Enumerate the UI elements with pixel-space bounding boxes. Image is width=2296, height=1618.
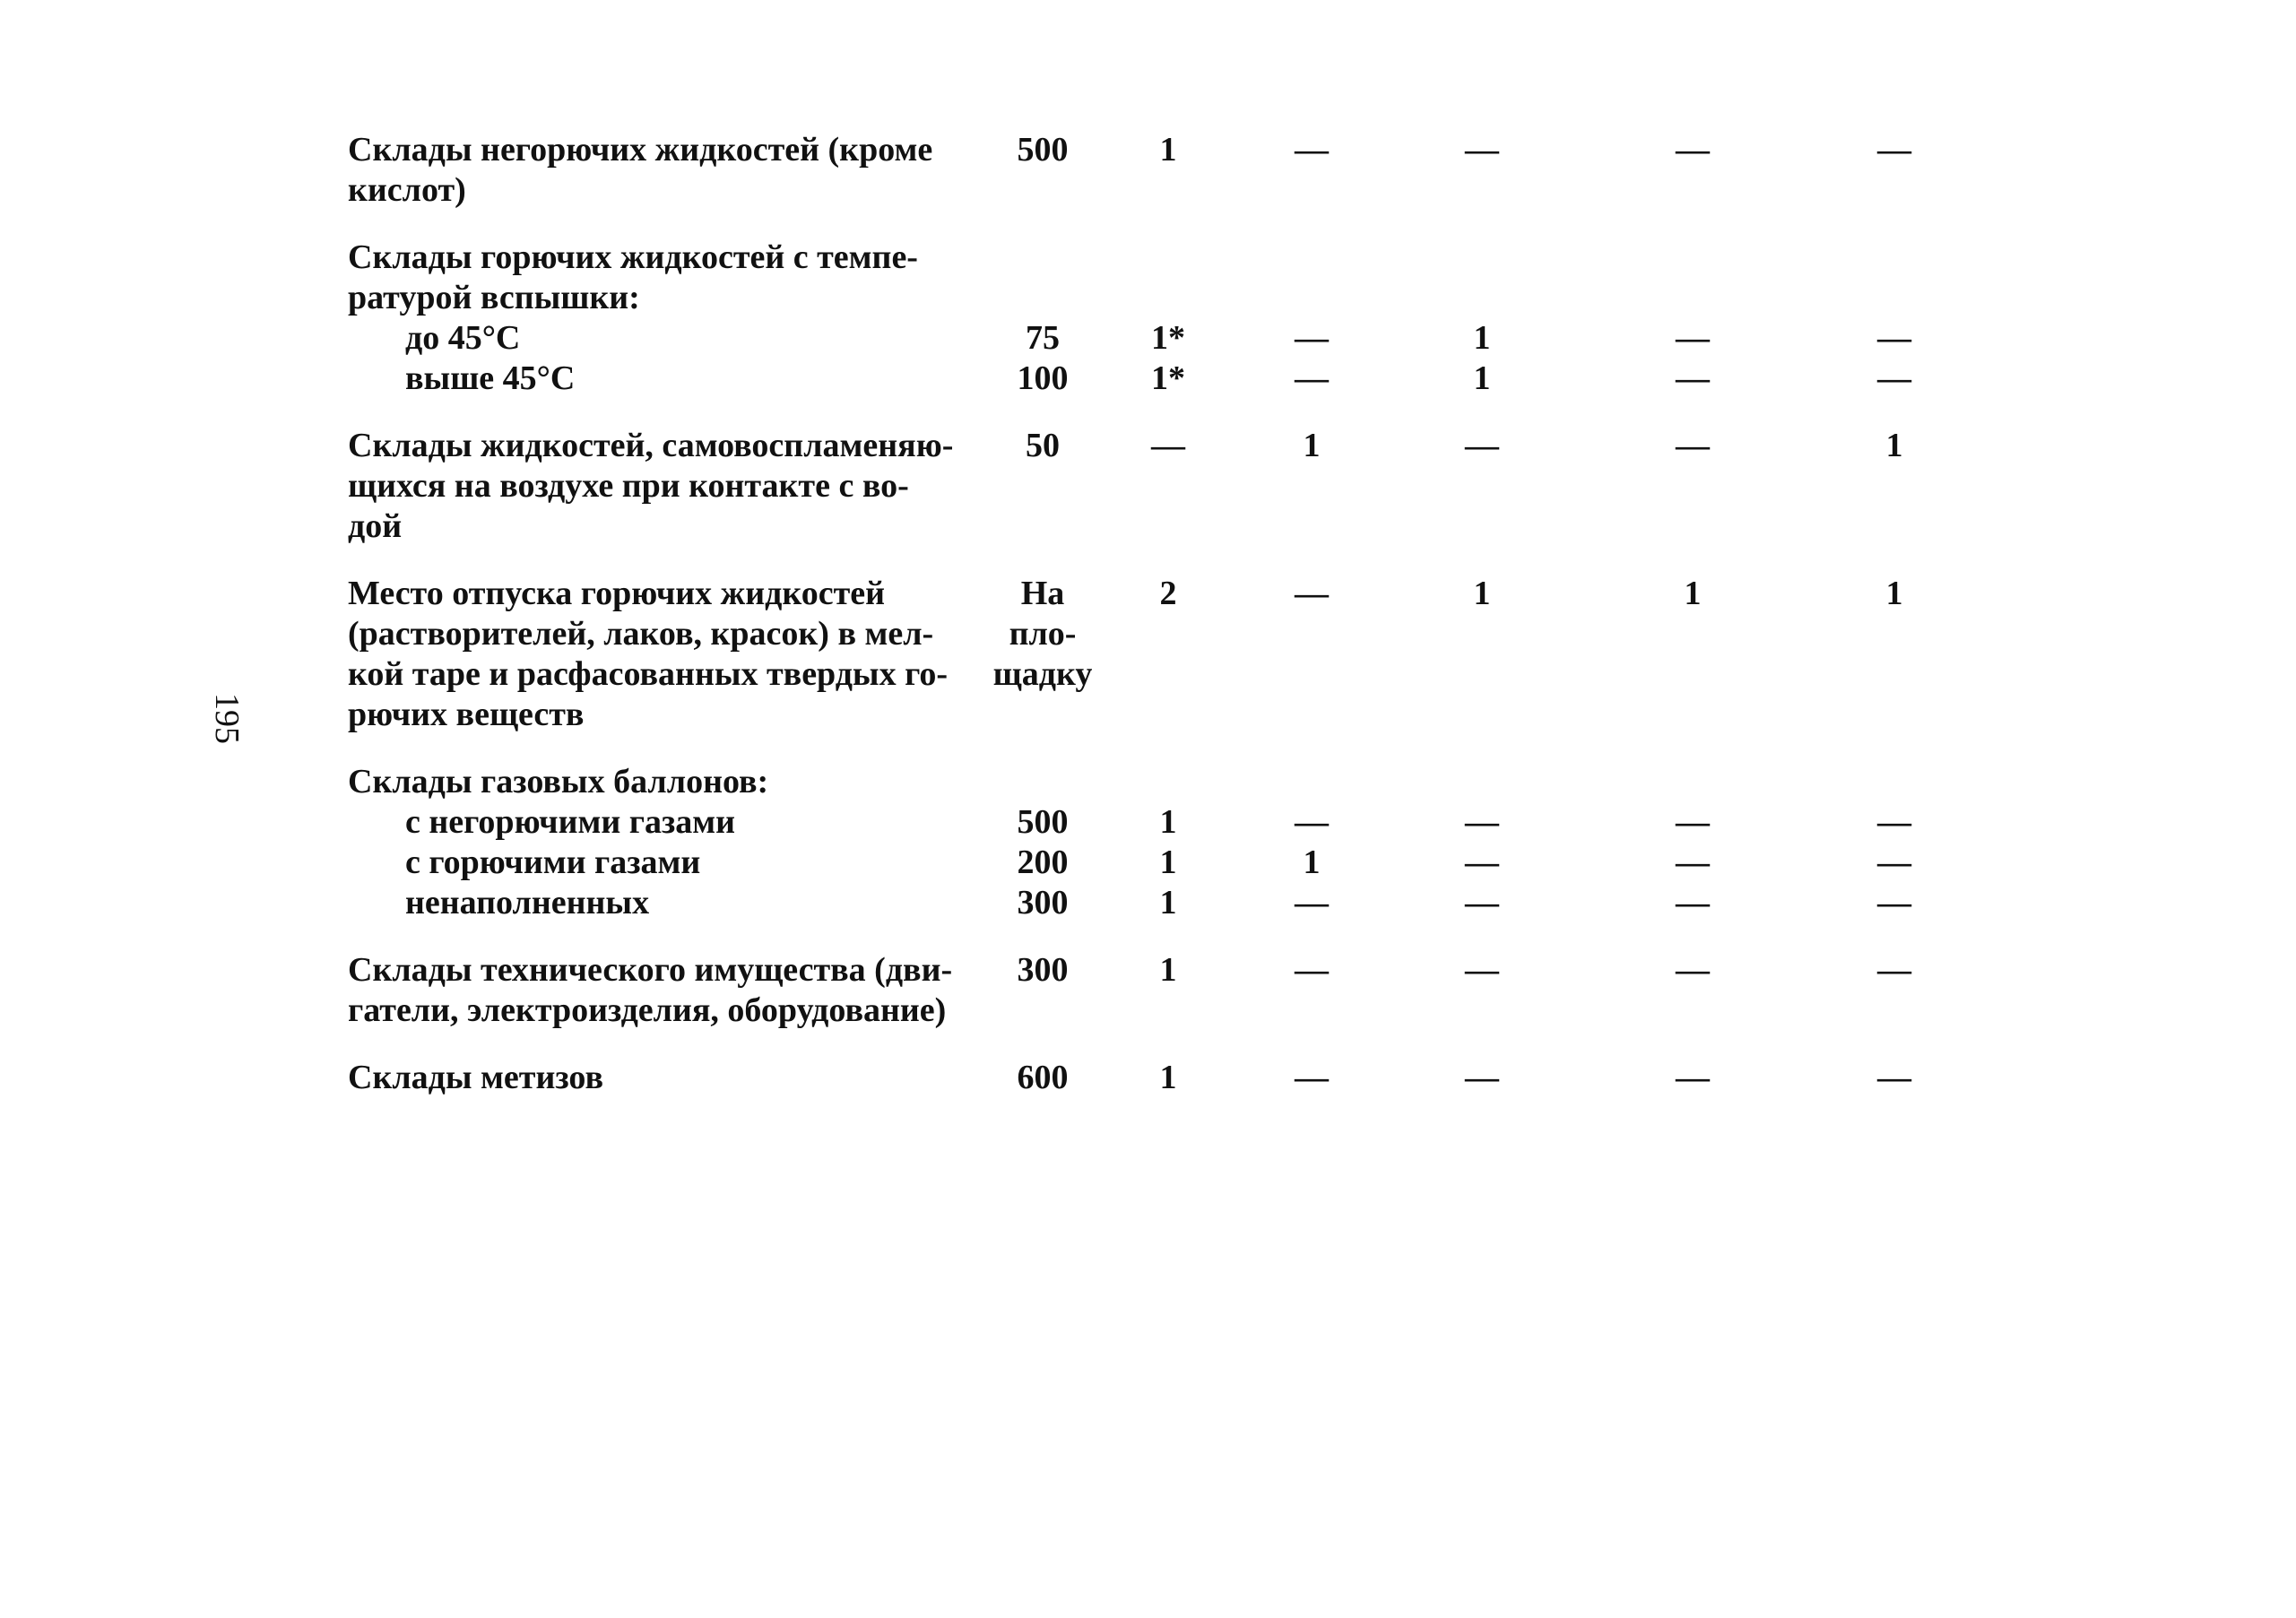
row-value: 1 <box>1885 427 1903 464</box>
row-value: — <box>1676 1059 1710 1096</box>
row-name: Склады жидкостей, самовоспламеняю- щихся на воздухе при контакте с во- дой <box>348 427 954 545</box>
table-row <box>348 762 1980 802</box>
row-value: — <box>1676 951 1710 989</box>
row-name: Место отпуска горючих жидкостей (растворителей, лаков, красок) в мел- кой таре и расфасованных твердых го- рючих веществ <box>348 575 949 733</box>
row-value: — <box>1877 359 1911 397</box>
row-value: 1 <box>1159 1059 1177 1096</box>
row-value: — <box>1676 803 1710 841</box>
row-value: 1 <box>1303 844 1321 881</box>
row-value: — <box>1465 884 1499 921</box>
row-value: 1 <box>1303 427 1321 464</box>
table-row <box>348 883 1980 923</box>
row-value: — <box>1295 884 1329 921</box>
table-row <box>348 238 1980 318</box>
row-value: 2 <box>1159 575 1177 612</box>
table-row <box>348 802 1980 843</box>
row-area: 300 <box>1017 884 1069 921</box>
row-value: 1* <box>1151 359 1185 397</box>
row-area: На пло- щадку <box>992 575 1093 693</box>
row-area: 600 <box>1017 1059 1069 1096</box>
row-value: — <box>1295 803 1329 841</box>
row-value: 1 <box>1159 131 1177 169</box>
row-value: — <box>1877 131 1911 169</box>
row-value: 1 <box>1159 951 1177 989</box>
row-value: — <box>1676 131 1710 169</box>
row-area: 75 <box>1026 319 1060 357</box>
row-value: 1 <box>1473 359 1491 397</box>
row-value: — <box>1465 1059 1499 1096</box>
row-value: — <box>1465 427 1499 464</box>
row-name: Склады газовых баллонов: <box>348 763 769 800</box>
row-area: 50 <box>1026 427 1060 464</box>
row-value: — <box>1465 844 1499 881</box>
table-row <box>348 359 1980 399</box>
row-value: — <box>1151 427 1185 464</box>
row-area: 200 <box>1017 844 1069 881</box>
page-number: 195 <box>208 693 246 744</box>
table-row <box>348 426 1980 547</box>
row-value: — <box>1295 359 1329 397</box>
row-name: Склады негорючих жидкостей (кроме кислот) <box>348 131 933 209</box>
row-value: 1* <box>1151 319 1185 357</box>
row-value: 1 <box>1159 844 1177 881</box>
table-row <box>348 130 1980 211</box>
row-area: 500 <box>1017 803 1069 841</box>
row-value: — <box>1465 803 1499 841</box>
table-row <box>348 574 1980 735</box>
row-value: 1 <box>1473 575 1491 612</box>
row-name: с негорючими газами <box>405 803 736 841</box>
row-value: 1 <box>1885 575 1903 612</box>
table-row <box>348 950 1980 1031</box>
table-row <box>348 318 1980 359</box>
row-value: — <box>1877 884 1911 921</box>
row-value: — <box>1676 319 1710 357</box>
row-value: — <box>1295 319 1329 357</box>
row-value: — <box>1676 359 1710 397</box>
row-value: 1 <box>1159 803 1177 841</box>
row-value: — <box>1295 131 1329 169</box>
row-value: — <box>1877 319 1911 357</box>
row-value: — <box>1465 951 1499 989</box>
equipment-table <box>348 130 1980 1098</box>
row-value: — <box>1295 1059 1329 1096</box>
row-value: — <box>1676 427 1710 464</box>
row-area: 300 <box>1017 951 1069 989</box>
row-value: 1 <box>1684 575 1702 612</box>
row-value: — <box>1676 884 1710 921</box>
row-value: — <box>1877 844 1911 881</box>
row-value: 1 <box>1159 884 1177 921</box>
table-row <box>348 843 1980 883</box>
row-name: Склады метизов <box>348 1059 603 1096</box>
row-area: 100 <box>1017 359 1069 397</box>
row-value: 1 <box>1473 319 1491 357</box>
row-value: — <box>1877 951 1911 989</box>
row-value: — <box>1295 575 1329 612</box>
row-area: 500 <box>1017 131 1069 169</box>
table-row <box>348 1058 1980 1098</box>
row-value: — <box>1676 844 1710 881</box>
row-value: — <box>1465 131 1499 169</box>
row-name: выше 45°С <box>405 359 576 397</box>
row-value: — <box>1295 951 1329 989</box>
row-name: до 45°С <box>405 319 521 357</box>
row-name: с горючими газами <box>405 844 701 881</box>
row-value: — <box>1877 1059 1911 1096</box>
row-value: — <box>1877 803 1911 841</box>
row-name: Склады технического имущества (дви- гатели, электроизделия, оборудование) <box>348 951 953 1029</box>
row-name: Склады горючих жидкостей с темпе- ратурой вспышки: <box>348 238 918 316</box>
row-name: ненаполненных <box>405 884 650 921</box>
